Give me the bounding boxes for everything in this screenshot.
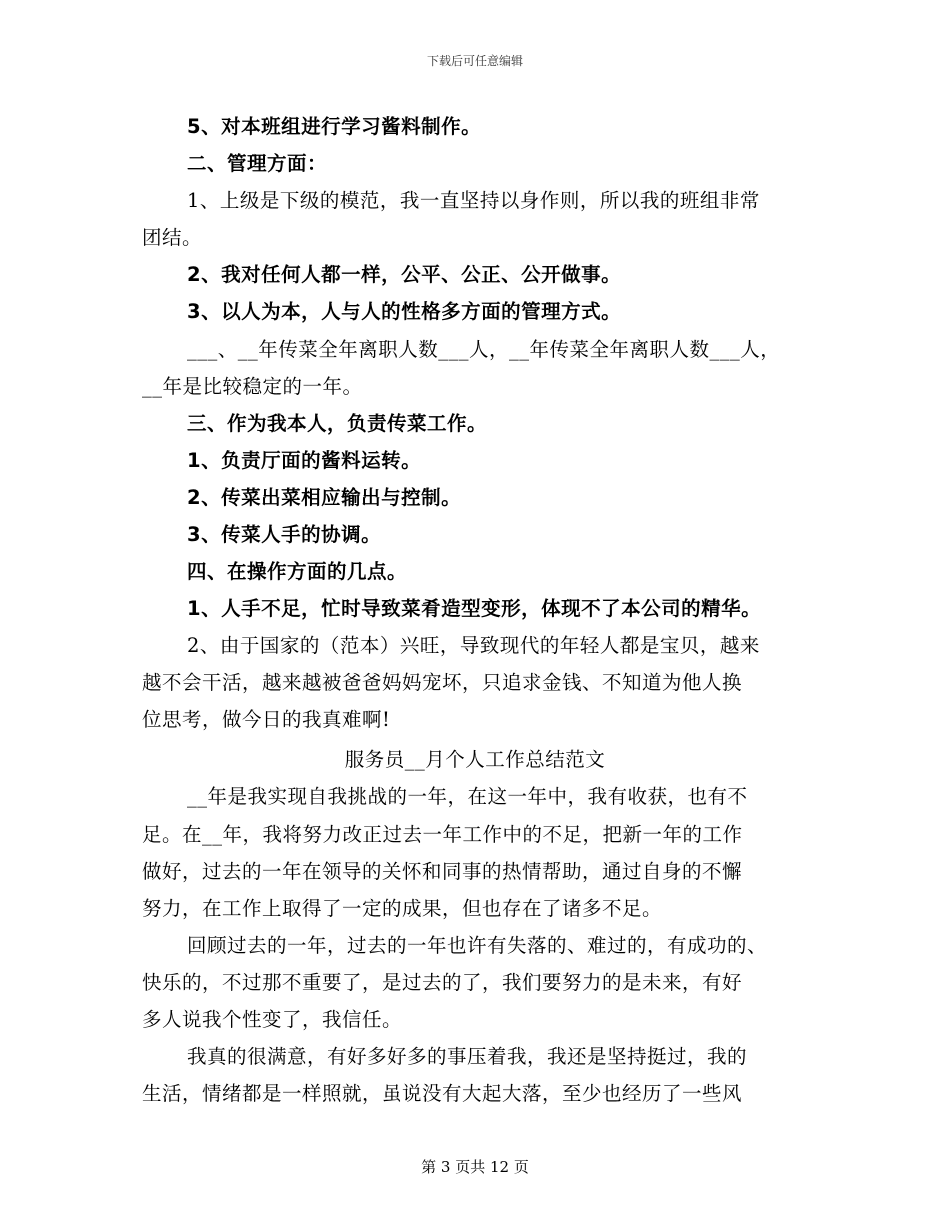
list-item: 5、对本班组进行学习酱料制作。 [187, 115, 482, 138]
list-item: 2、传菜出菜相应输出与控制。 [187, 486, 462, 509]
paragraph-line: 快乐的，不过那不重要了，是过去的了，我们要努力的是未来，有好 [142, 971, 743, 994]
list-item: 3、以人为本，人与人的性格多方面的管理方式。 [187, 300, 622, 323]
page-header: 下载后可任意编辑 [426, 54, 523, 68]
paragraph-line: 生活，情绪都是一样照就，虽说没有大起大落，至少也经历了一些风 [142, 1082, 743, 1105]
section-heading: 二、管理方面： [187, 152, 328, 175]
paragraph-line: 做好，过去的一年在领导的关怀和同事的热情帮助，通过自身的不懈 [142, 860, 743, 883]
paragraph-line: ___、__年传菜全年离职人数___人，__年传菜全年离职人数___人， [187, 338, 781, 361]
section-heading: 三、作为我本人，负责传菜工作。 [187, 412, 488, 435]
paragraph-line: 足。在__年，我将努力改正过去一年工作中的不足，把新一年的工作 [142, 823, 743, 846]
list-item: 1、人手不足，忙时导致菜肴造型变形，体现不了本公司的精华。 [187, 597, 762, 620]
list-item: 3、传菜人手的协调。 [187, 523, 382, 546]
paragraph-line: 2、由于国家的（范本）兴旺，导致现代的年轻人都是宝贝，越来 [187, 634, 760, 657]
paragraph-line: 团结。 [142, 226, 203, 249]
paragraph-line: __年是比较稳定的一年。 [142, 375, 363, 398]
document-title: 服务员__月个人工作总结范文 [344, 748, 606, 771]
paragraph-line: 努力，在工作上取得了一定的成果，但也存在了诸多不足。 [142, 897, 663, 920]
paragraph-line: 位思考，做今日的我真难啊! [142, 708, 391, 731]
paragraph-line: 回顾过去的一年，过去的一年也许有失落的、难过的，有成功的、 [187, 934, 768, 957]
paragraph-line: 我真的很满意，有好多好多的事压着我，我还是坚持挺过，我的 [187, 1045, 748, 1068]
page-footer: 第 3 页共 12 页 [421, 1158, 529, 1176]
paragraph-line: __年是我实现自我挑战的一年，在这一年中，我有收获，也有不 [187, 785, 748, 808]
list-item: 2、我对任何人都一样，公平、公正、公开做事。 [187, 263, 622, 286]
paragraph-line: 1、上级是下级的模范，我一直坚持以身作则，所以我的班组非常 [187, 189, 760, 212]
section-heading: 四、在操作方面的几点。 [187, 560, 408, 583]
list-item: 1、负责厅面的酱料运转。 [187, 449, 422, 472]
paragraph-line: 多人说我个性变了，我信任。 [142, 1008, 403, 1031]
paragraph-line: 越不会干活，越来越被爸爸妈妈宠坏，只追求金钱、不知道为他人换 [142, 671, 743, 694]
